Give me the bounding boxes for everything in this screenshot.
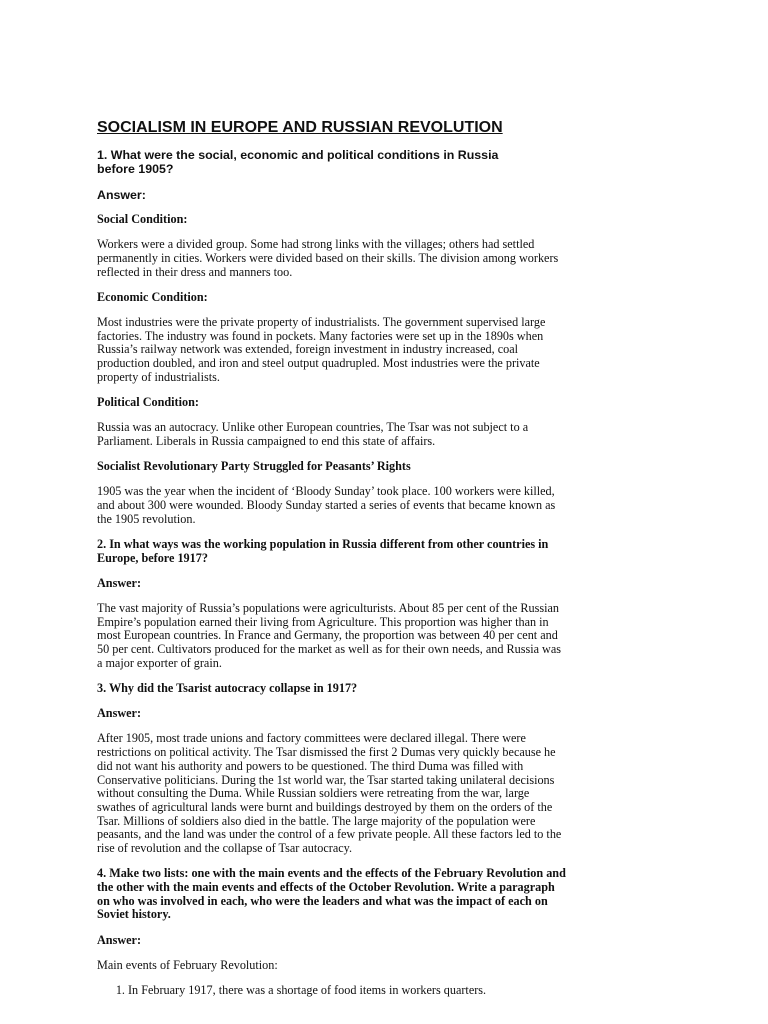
social-condition-heading: Social Condition: [97, 212, 188, 226]
question-2: 2. In what ways was the working population in Russia different from other countries in Europe, before 1917? [97, 536, 549, 565]
question-3: 3. Why did the Tsarist autocracy collapse in 1917? [97, 681, 358, 696]
question-4: 4. Make two lists: one with the main events and the effects of the February Revolution and the other with the main events and effects of the October Revolution. Write a paragraph on who was involved in each, who were the leaders and what was the impact of each on Soviet history. [97, 866, 566, 922]
economic-condition-text: Most industries were the private property of industrialists. The government supervised large factories. The industry was found in pockets. Many factories were set up in the 1890s when Russia’s railway network was extended, foreign investment in industry increased, coal production doubled, and iron and steel output quadrupled. Most industries were the private property of industrialists. [97, 315, 546, 384]
answer-3-text: After 1905, most trade unions and factory committees were declared illegal. There were restrictions on political activity. The Tsar dismissed the first 2 Dumas very quickly because he did not want his authority and powers to be questioned. The third Duma was filled with Conservative politicians. During the 1st world war, the Tsar started taking unilateral decisions without consulting the Duma. While Russian soldiers were retreating from the war, large swathes of agricultural lands were burnt and buildings destroyed by them on the orders of the Tsar. Millions of soldiers also died in the battle. The large majority of the population were peasants, and the land was under the control of a few private people. All these factors led to the rise of revolution and the collapse of Tsar autocracy. [97, 731, 562, 856]
document-page [97, 119, 567, 998]
answer-label-1: Answer: [97, 188, 146, 202]
social-condition-text: Workers were a divided group. Some had strong links with the villages; others had settled permanently in cities. Workers were divided based on their skills. The division among workers reflected in their dress and manners too. [97, 237, 559, 279]
answer-2-text: The vast majority of Russia’s populations were agriculturists. About 85 per cent of the Russian Empire’s population earned their living from Agriculture. This proportion was higher than in most European countries. In France and Germany, the proportion was between 40 per cent and 50 per cent. Cultivators produced for the market as well as for their own needs, and Russia was a major exporter of grain. [97, 601, 562, 670]
socialist-party-text: 1905 was the year when the incident of ‘Bloody Sunday’ took place. 100 workers were killed, and about 300 were wounded. Bloody Sunday started a series of events that became known as the 1905 revolution. [97, 484, 556, 526]
answer-label-2: Answer: [97, 575, 142, 590]
question-1-line-2: before 1905? [97, 162, 174, 176]
answer-label-3: Answer: [97, 706, 142, 721]
question-1-line-1: 1. What were the social, economic and political conditions in Russia [97, 148, 499, 162]
socialist-party-heading: Socialist Revolutionary Party Struggled for Peasants’ Rights [97, 459, 411, 474]
list-item: 1. In February 1917, there was a shortage of food items in workers quarters. [128, 984, 567, 998]
political-condition-heading: Political Condition: [97, 395, 199, 410]
question-1 [97, 148, 567, 176]
political-condition-text: Russia was an autocracy. Unlike other European countries, The Tsar was not subject to a Parliament. Liberals in Russia campaigned to end this state of affairs. [97, 420, 529, 448]
february-events-intro: Main events of February Revolution: [97, 957, 278, 972]
answer-label-4: Answer: [97, 932, 142, 947]
document-title: SOCIALISM IN EUROPE AND RUSSIAN REVOLUTION [97, 119, 503, 136]
economic-condition-heading: Economic Condition: [97, 289, 208, 304]
february-events-list [97, 984, 567, 998]
